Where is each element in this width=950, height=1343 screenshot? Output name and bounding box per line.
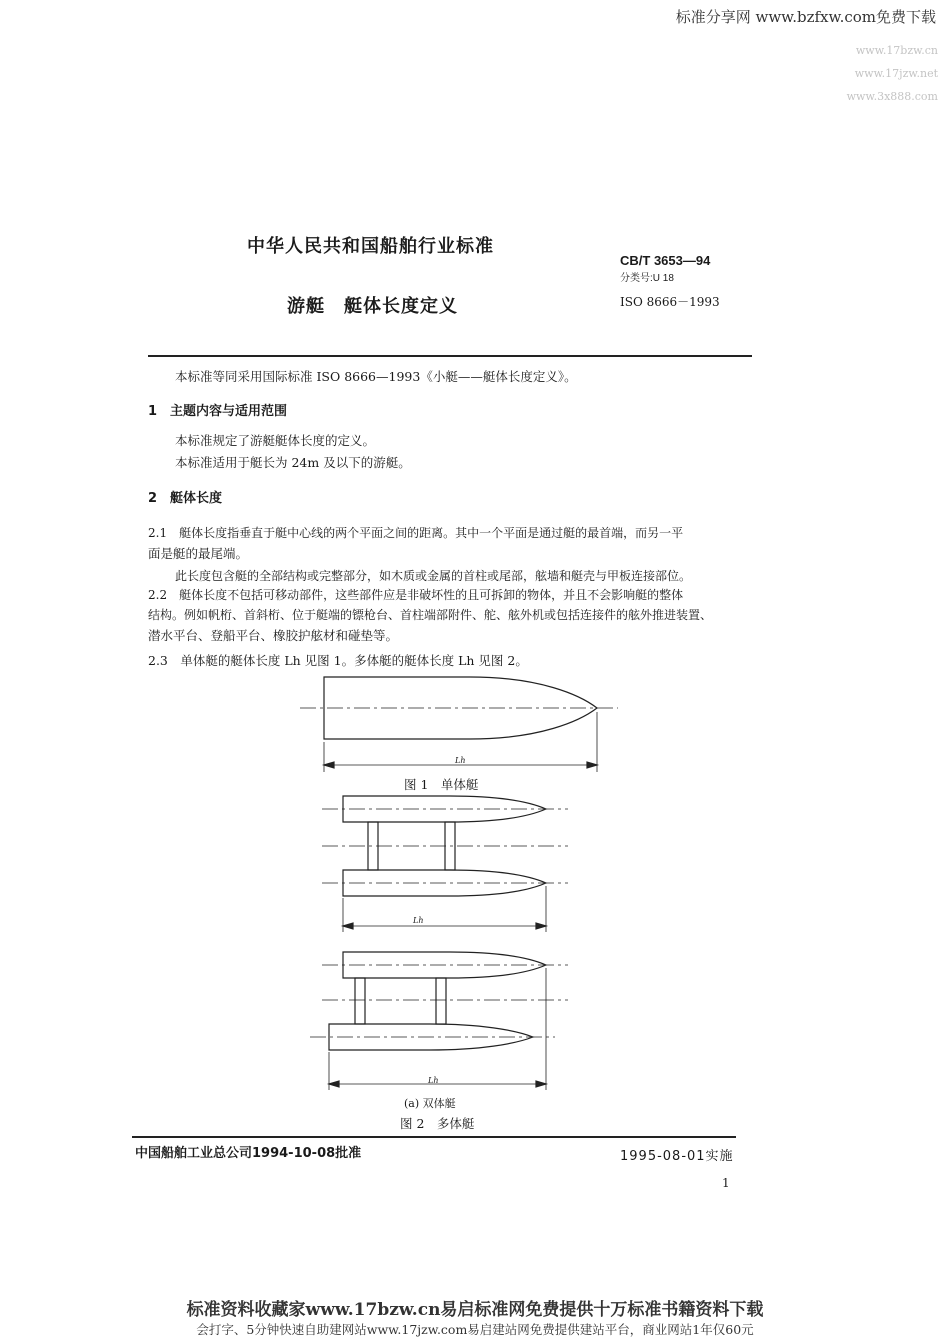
- watermark-faint-3: www.3x888.com: [846, 90, 938, 103]
- section-1-heading: 1 主题内容与适用范围: [148, 404, 288, 419]
- fig1-dim-label: Lh: [455, 756, 466, 765]
- section-1-para-1: 本标准规定了游艇艇体长度的定义。: [175, 433, 376, 448]
- section-2-1-line-2: 面是艇的最尾端。: [148, 546, 249, 561]
- fig2b-strut-left: [355, 978, 365, 1024]
- standard-title: 中华人民共和国船舶行业标准: [247, 236, 494, 257]
- fig1-caption: 图 1 单体艇: [404, 777, 479, 792]
- section-2-2-line-3: 潜水平台、登船平台、橡胶护舷材和碰垫等。: [148, 628, 399, 643]
- section-2-2-line-2: 结构。例如帆桁、首斜桁、位于艇端的镖枪台、首柱端部附件、舵、舷外机或包括连接件的舷外推进装置、: [148, 608, 713, 622]
- fig2b-strut-right: [436, 978, 446, 1024]
- section-2-1-line-3: 此长度包含艇的全部结构或完整部分，如木质或金属的首柱或尾部，舷墙和艇壳与甲板连接部位。: [175, 569, 692, 583]
- page-number: 1: [722, 1176, 730, 1190]
- fig2-caption: 图 2 多体艇: [400, 1116, 475, 1131]
- standard-code: CB/T 3653—94: [620, 253, 711, 268]
- section-2-2-line-1: 2.2 艇体长度不包括可移动部件，这些部件应是非破坏性的且可拆卸的物体，并且不会影响艇的整体: [148, 588, 684, 602]
- section-2-heading: 2 艇体长度: [148, 491, 223, 506]
- document-title: 游艇 艇体长度定义: [287, 296, 458, 317]
- intro-paragraph: 本标准等同采用国际标准 ISO 8666—1993《小艇——艇体长度定义》。: [175, 369, 577, 384]
- watermark-faint-2: www.17jzw.net: [854, 67, 938, 80]
- watermark-faint-1: www.17bzw.cn: [855, 44, 938, 57]
- effective-date: 1995-08-01实施: [620, 1149, 734, 1164]
- footer-rule: [132, 1136, 736, 1138]
- watermark-bottom-1: 标准资料收藏家www.17bzw.cn易启标准网免费提供十万标准书籍资料下载: [186, 1300, 764, 1320]
- fig2b-arrow-right: [536, 1081, 546, 1087]
- section-1-para-2: 本标准适用于艇长为 24m 及以下的游艇。: [175, 455, 411, 470]
- approval-line: 中国船舶工业总公司1994-10-08批准: [135, 1146, 362, 1161]
- fig2a-arrow-left: [343, 923, 353, 929]
- fig2b-arrow-left: [329, 1081, 339, 1087]
- iso-reference: ISO 8666－1993: [620, 295, 720, 309]
- watermark-top: 标准分享网 www.bzfxw.com免费下载: [675, 8, 936, 26]
- fig2b-dim-label: Lh: [428, 1076, 439, 1085]
- classification-number: 分类号:U 18: [620, 273, 674, 284]
- fig1-arrow-right: [587, 762, 597, 768]
- fig1-arrow-left: [324, 762, 334, 768]
- fig2a-dim-label: Lh: [413, 916, 424, 925]
- watermark-bottom-2: 会打字、5分钟快速自助建网站www.17jzw.com易启建站网免费提供建站平台，商业网站1年仅60元: [196, 1322, 754, 1337]
- fig2-sub-caption: (a) 双体艇: [404, 1097, 456, 1110]
- section-2-1-line-1: 2.1 艇体长度指垂直于艇中心线的两个平面之间的距离。其中一个平面是通过艇的最首端，而另一平: [148, 526, 684, 540]
- section-2-3-line: 2.3 单体艇的艇体长度 Lh 见图 1。多体艇的艇体长度 Lh 见图 2。: [148, 653, 528, 668]
- fig2a-arrow-right: [536, 923, 546, 929]
